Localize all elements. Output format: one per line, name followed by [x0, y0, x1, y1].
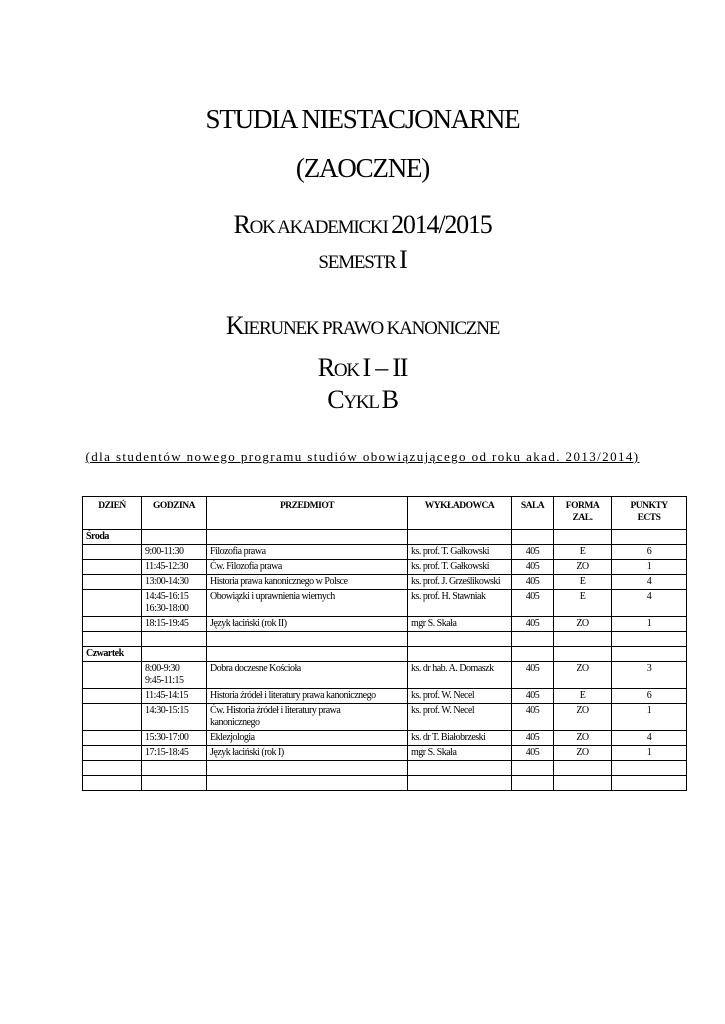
empty-cell: [612, 776, 687, 791]
day-cell: [83, 662, 142, 689]
day-cell: [83, 704, 142, 731]
lecturer-cell: ks. prof. W. Necel: [408, 704, 512, 731]
empty-cell: [207, 632, 408, 647]
lecturer-cell: ks. prof. W. Necel: [408, 689, 512, 704]
empty-cell: [207, 776, 408, 791]
table-row: [83, 590, 687, 617]
subject-cell: [207, 704, 408, 731]
time-cell-line: 15:30-17:00: [145, 732, 189, 743]
day-row: [83, 530, 687, 545]
time-cell: [142, 704, 207, 731]
empty-cell: [512, 530, 554, 545]
empty-cell: [83, 761, 142, 776]
subject-cell-line: Eklezjologia: [210, 732, 255, 743]
form-cell: ZO: [554, 560, 612, 575]
room-cell: 405: [512, 560, 554, 575]
study-year-value: I – II: [362, 353, 408, 382]
title-line-2: (ZAOCZNE): [295, 153, 430, 183]
form-cell: E: [554, 545, 612, 560]
room-cell: 405: [512, 704, 554, 731]
semester-label: SEMESTR: [318, 252, 400, 273]
time-cell-line: 8:00-9:30: [145, 663, 180, 674]
col-header-room: SALA: [512, 497, 554, 530]
day-cell: [83, 746, 142, 761]
col-header-ects-line-2: ECTS: [637, 513, 661, 523]
academic-year-initial: R: [233, 210, 250, 239]
time-cell: [142, 731, 207, 746]
empty-row: [83, 776, 687, 791]
empty-cell: [408, 647, 512, 662]
subject-cell-line: Ćw. Filozofia prawa: [210, 561, 282, 572]
lecturer-cell: ks. prof. J. Grześlikowski: [408, 575, 512, 590]
ects-cell: 4: [612, 575, 687, 590]
empty-cell: [554, 530, 612, 545]
lecturer-cell: ks. dr hab. A. Domaszk: [408, 662, 512, 689]
form-cell: E: [554, 590, 612, 617]
cycle-label: YKL: [343, 392, 382, 413]
empty-cell: [142, 530, 207, 545]
day-name: Czwartek: [83, 647, 142, 662]
empty-cell: [408, 632, 512, 647]
col-header-ects-line-1: PUNKTY: [630, 501, 668, 511]
table-row: [83, 689, 687, 704]
time-cell: [142, 590, 207, 617]
time-cell: [142, 662, 207, 689]
field-label: IERUNEK PRAWO KANONICZNE: [243, 318, 500, 339]
ects-cell: 6: [612, 689, 687, 704]
cycle-initial: C: [327, 385, 344, 414]
table-header-row: [83, 497, 687, 530]
subject-cell-line: Historia prawa kanonicznego w Polsce: [210, 576, 348, 587]
table-row: [83, 560, 687, 575]
form-cell: ZO: [554, 731, 612, 746]
ects-cell: 1: [612, 746, 687, 761]
empty-cell: [512, 647, 554, 662]
empty-cell: [554, 647, 612, 662]
time-cell-line: 9:45-11:15: [145, 675, 184, 686]
subject-cell-line: Filozofia prawa: [210, 546, 266, 557]
subject-cell-line: Ćw. Historia źródeł i literatury prawa: [210, 705, 341, 716]
form-cell: ZO: [554, 746, 612, 761]
empty-cell: [554, 632, 612, 647]
time-cell-line: 14:45-16:15: [145, 591, 189, 602]
empty-cell: [612, 632, 687, 647]
field-of-study: [0, 311, 725, 341]
table-row: [83, 617, 687, 632]
ects-cell: 4: [612, 731, 687, 746]
ects-cell: 3: [612, 662, 687, 689]
day-cell: [83, 689, 142, 704]
academic-year-value: 2014/2015: [391, 210, 492, 239]
time-cell-line: 16:30-18:00: [145, 603, 189, 614]
col-header-day: DZIEŃ: [83, 497, 142, 530]
table-row: [83, 575, 687, 590]
time-cell: [142, 746, 207, 761]
study-year-label: OK: [333, 360, 363, 381]
empty-cell: [554, 776, 612, 791]
empty-cell: [207, 761, 408, 776]
time-cell-line: 11:45-14:15: [145, 690, 189, 701]
time-cell: [142, 617, 207, 632]
col-header-lecturer: WYKŁADOWCA: [408, 497, 512, 530]
subject-cell: [207, 662, 408, 689]
form-cell: ZO: [554, 704, 612, 731]
room-cell: 405: [512, 575, 554, 590]
room-cell: 405: [512, 689, 554, 704]
col-header-form: [554, 497, 612, 530]
empty-cell: [512, 632, 554, 647]
subject-cell: [207, 689, 408, 704]
table-row: [83, 662, 687, 689]
time-cell: [142, 689, 207, 704]
subject-cell: [207, 545, 408, 560]
day-row: [83, 647, 687, 662]
empty-cell: [554, 761, 612, 776]
time-cell-line: 18:15-19:45: [145, 618, 189, 629]
col-header-form-line-2: ZAL.: [572, 513, 593, 523]
lecturer-cell: ks. dr T. Białobrzeski: [408, 731, 512, 746]
study-year: [0, 353, 725, 383]
day-cell: [83, 575, 142, 590]
ects-cell: 1: [612, 560, 687, 575]
ects-cell: 1: [612, 617, 687, 632]
table-row: [83, 545, 687, 560]
day-cell: [83, 560, 142, 575]
title-line-1: STUDIA NIESTACJONARNE: [205, 104, 520, 134]
subject-cell-line: Dobra doczesne Kościoła: [210, 663, 301, 674]
empty-cell: [408, 530, 512, 545]
empty-cell: [142, 647, 207, 662]
empty-cell: [83, 776, 142, 791]
empty-row: [83, 761, 687, 776]
subject-cell-line: kanonicznego: [210, 717, 260, 728]
subject-cell-line: Obowiązki i uprawnienia wiernych: [210, 591, 335, 602]
table-row: [83, 731, 687, 746]
empty-cell: [207, 530, 408, 545]
ects-cell: 6: [612, 545, 687, 560]
lecturer-cell: mgr S. Skała: [408, 746, 512, 761]
empty-cell: [142, 776, 207, 791]
program-note: (dla studentów nowego programu studiów obowiązującego od roku akad. 2013/2014): [85, 449, 640, 464]
lecturer-cell: mgr S. Skała: [408, 617, 512, 632]
semester: [0, 245, 725, 275]
room-cell: 405: [512, 590, 554, 617]
subject-cell: [207, 560, 408, 575]
empty-cell: [612, 761, 687, 776]
subject-cell: [207, 746, 408, 761]
empty-cell: [142, 632, 207, 647]
cycle: [0, 385, 725, 415]
col-header-subject: PRZEDMIOT: [207, 497, 408, 530]
col-header-ects: [612, 497, 687, 530]
empty-cell: [512, 776, 554, 791]
form-cell: ZO: [554, 617, 612, 632]
empty-cell: [83, 632, 142, 647]
day-cell: [83, 545, 142, 560]
subject-cell: [207, 575, 408, 590]
lecturer-cell: ks. prof. H. Stawniak: [408, 590, 512, 617]
time-cell: [142, 545, 207, 560]
empty-cell: [207, 647, 408, 662]
study-year-initial: R: [317, 353, 334, 382]
day-name: Środa: [83, 530, 142, 545]
field-initial: K: [225, 311, 244, 340]
subject-cell: [207, 617, 408, 632]
lecturer-cell: ks. prof. T. Gałkowski: [408, 545, 512, 560]
subject-cell-line: Historia źródeł i literatury prawa kanonicznego: [210, 690, 376, 701]
subject-cell: [207, 731, 408, 746]
col-header-time: GODZINA: [142, 497, 207, 530]
room-cell: 405: [512, 731, 554, 746]
empty-cell: [512, 761, 554, 776]
room-cell: 405: [512, 662, 554, 689]
empty-cell: [612, 647, 687, 662]
time-cell-line: 9:00-11:30: [145, 546, 184, 557]
col-header-form-line-1: FORMA: [565, 501, 600, 511]
time-cell: [142, 575, 207, 590]
room-cell: 405: [512, 617, 554, 632]
schedule-body: [83, 530, 687, 791]
time-cell: [142, 560, 207, 575]
academic-year: [0, 210, 725, 240]
day-cell: [83, 731, 142, 746]
time-cell-line: 13:00-14:30: [145, 576, 189, 587]
empty-cell: [612, 530, 687, 545]
schedule-table: [82, 496, 687, 791]
subject-cell-line: Język łaciński (rok II): [210, 618, 287, 629]
time-cell-line: 11:45-12:30: [145, 561, 189, 572]
academic-year-label: OK AKADEMICKI: [249, 217, 392, 238]
empty-row: [83, 632, 687, 647]
cycle-value: B: [381, 385, 398, 414]
form-cell: E: [554, 689, 612, 704]
table-row: [83, 704, 687, 731]
semester-value: I: [399, 245, 407, 274]
empty-cell: [142, 761, 207, 776]
form-cell: ZO: [554, 662, 612, 689]
subject-cell: [207, 590, 408, 617]
ects-cell: 4: [612, 590, 687, 617]
form-cell: E: [554, 575, 612, 590]
table-row: [83, 746, 687, 761]
room-cell: 405: [512, 746, 554, 761]
lecturer-cell: ks. prof. T. Gałkowski: [408, 560, 512, 575]
day-cell: [83, 590, 142, 617]
empty-cell: [408, 761, 512, 776]
subject-cell-line: Język łaciński (rok I): [210, 747, 284, 758]
ects-cell: 1: [612, 704, 687, 731]
empty-cell: [408, 776, 512, 791]
day-cell: [83, 617, 142, 632]
time-cell-line: 17:15-18:45: [145, 747, 189, 758]
room-cell: 405: [512, 545, 554, 560]
time-cell-line: 14:30-15:15: [145, 705, 189, 716]
